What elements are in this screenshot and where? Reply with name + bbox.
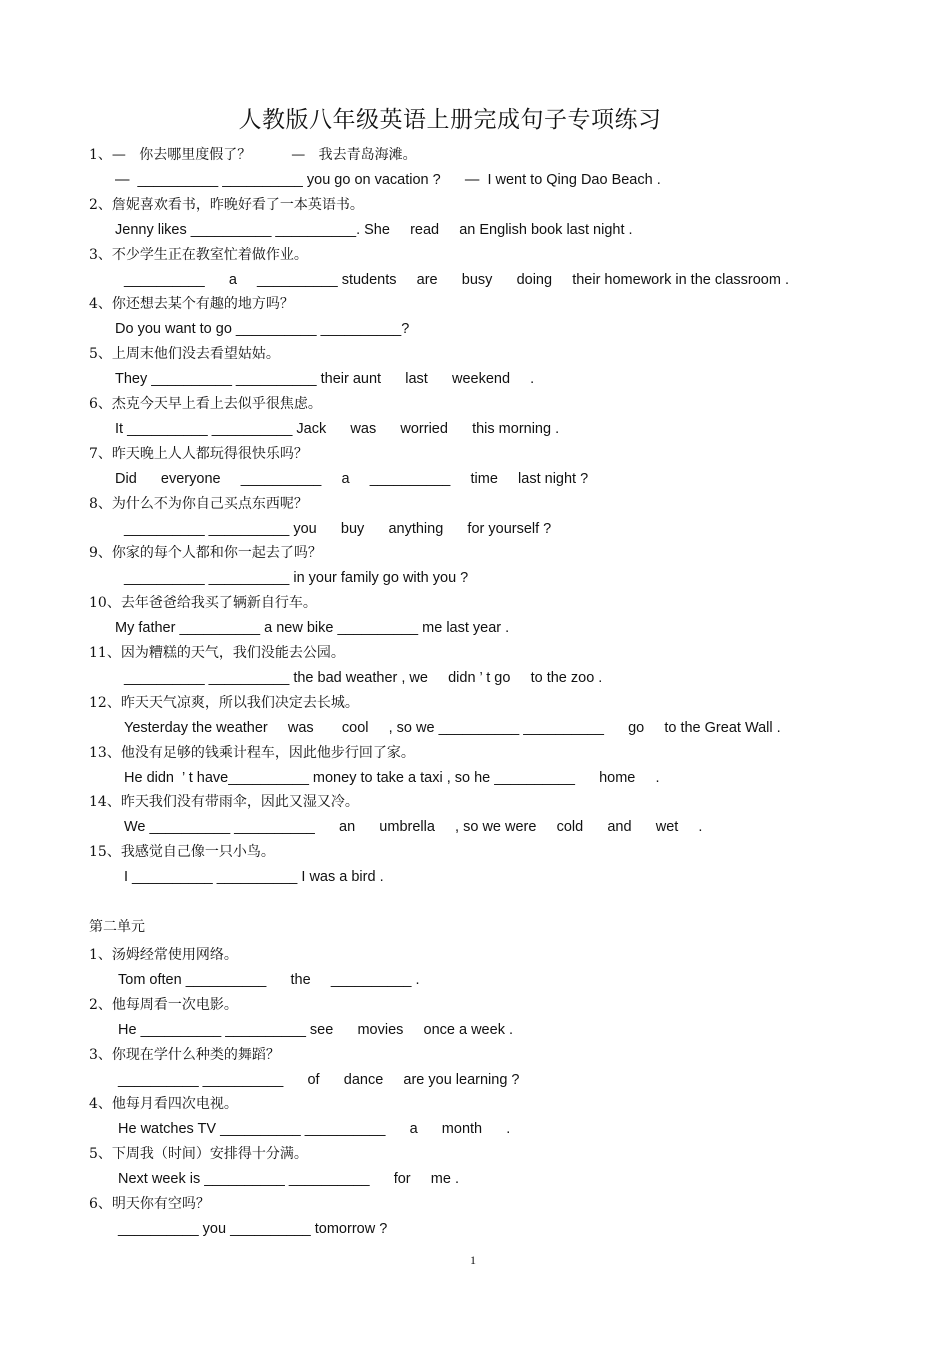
- question-prompt-cn: 7、昨天晚上人人都玩得很快乐吗？: [89, 445, 308, 462]
- answer-sentence-en: He didn ’ t have__________ money to take a taxi , so he __________ home .: [124, 769, 660, 786]
- question-prompt-cn: 12、昨天天气凉爽，所以我们决定去长城。: [89, 694, 359, 711]
- question-prompt-cn: 6、杰克今天早上看上去似乎很焦虑。: [89, 396, 322, 412]
- question-prompt-cn: 4、你还想去某个有趣的地方吗？: [89, 296, 294, 313]
- answer-sentence-en: Did everyone __________ a __________ time last night ?: [115, 470, 589, 487]
- question-prompt-cn: 14、昨天我们没有带雨伞，因此又湿又冷。: [89, 794, 359, 811]
- answer-sentence-en: It __________ __________ Jack was worried this morning .: [115, 421, 560, 437]
- question-prompt-cn: 2、他每周看一次电影。: [89, 996, 238, 1013]
- question-prompt-cn: 5、下周我（时间）安排得十分满。: [89, 1146, 308, 1163]
- answer-sentence-en: I __________ __________ I was a bird .: [124, 869, 384, 886]
- question-prompt-cn: 9、你家的每个人都和你一起去了吗？: [89, 545, 322, 562]
- page-title: 人教版八年级英语上册完成句子专项练习: [238, 107, 662, 133]
- answer-sentence-en: We __________ __________ an umbrella , so we were cold and wet .: [124, 819, 703, 836]
- answer-sentence-en: __________ __________ of dance are you learning ?: [118, 1071, 520, 1088]
- answer-sentence-en: __________ a __________ students are busy doing their homework in the classroom .: [124, 271, 789, 288]
- question-prompt-cn: 13、他没有足够的钱乘计程车，因此他步行回了家。: [89, 744, 415, 761]
- question-prompt-cn: 1、— 你去哪里度假了？ — 我去青岛海滩。: [89, 147, 417, 163]
- question-prompt-cn: 8、为什么不为你自己买点东西呢？: [89, 495, 308, 512]
- question-prompt-cn: 4、他每月看四次电视。: [89, 1096, 238, 1113]
- answer-sentence-en: Tom often __________ the __________ .: [118, 972, 420, 988]
- question-prompt-cn: 5、上周末他们没去看望姑姑。: [89, 346, 280, 363]
- answer-sentence-en: __________ __________ the bad weather , we didn ’ t go to the zoo .: [124, 670, 603, 686]
- answer-sentence-en: Yesterday the weather was cool , so we __________ __________ go to the Great Wall .: [124, 719, 781, 736]
- answer-sentence-en: Next week is __________ __________ for me .: [118, 1171, 459, 1188]
- answer-sentence-en: He watches TV __________ __________ a month .: [118, 1121, 511, 1138]
- answer-sentence-en: My father __________ a new bike __________ me last year .: [115, 620, 510, 637]
- answer-sentence-en: __________ you __________ tomorrow ?: [118, 1221, 388, 1237]
- page-number: 1: [470, 1253, 476, 1267]
- question-prompt-cn: 6、明天你有空吗？: [89, 1196, 210, 1212]
- answer-sentence-en: __________ __________ in your family go with you ?: [124, 570, 469, 587]
- question-prompt-cn: 15、我感觉自己像一只小鸟。: [89, 844, 275, 861]
- answer-sentence-en: They __________ __________ their aunt last weekend .: [115, 371, 535, 388]
- question-prompt-cn: 2、詹妮喜欢看书，昨晚好看了一本英语书。: [89, 196, 364, 213]
- question-prompt-cn: 11、因为糟糕的天气，我们没能去公园。: [89, 645, 345, 661]
- answer-sentence-en: — __________ __________ you go on vacation ? — I went to Qing Dao Beach .: [115, 172, 661, 188]
- answer-sentence-en: Jenny likes __________ __________. She read an English book last night .: [115, 221, 633, 238]
- question-prompt-cn: 3、不少学生正在教室忙着做作业。: [89, 246, 308, 263]
- section2-title: 第二单元: [89, 919, 145, 935]
- question-prompt-cn: 10、去年爸爸给我买了辆新自行车。: [89, 595, 317, 612]
- question-prompt-cn: 1、汤姆经常使用网络。: [89, 947, 238, 963]
- answer-sentence-en: __________ __________ you buy anything for yourself ?: [124, 520, 552, 537]
- answer-sentence-en: Do you want to go __________ __________?: [115, 321, 410, 338]
- answer-sentence-en: He __________ __________ see movies once a week .: [118, 1021, 513, 1038]
- question-prompt-cn: 3、你现在学什么种类的舞蹈？: [89, 1046, 280, 1063]
